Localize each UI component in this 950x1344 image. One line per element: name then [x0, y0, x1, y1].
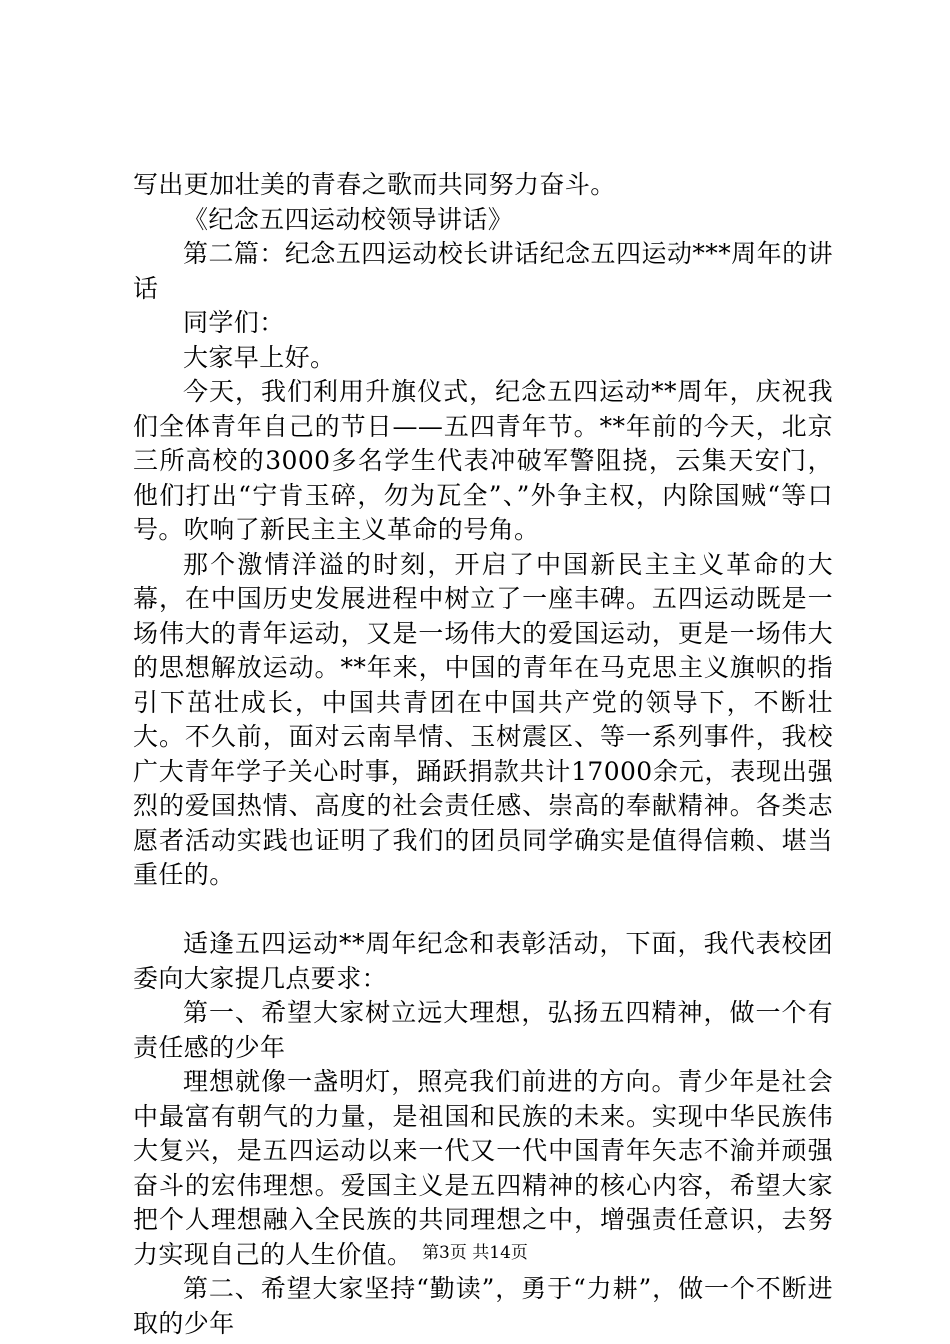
paragraph-today: 今天，我们利用升旗仪式，纪念五四运动**周年，庆祝我们全体青年自己的节日——五四青年节。**年前的今天，北京三所高校的3000多名学生代表冲破军警阻挠，云集天安门，他们打出“宁肯玉碎，勿为瓦全”、”外争主权，内除国贼“等口号。吹响了新民主主义革命的号角。 — [133, 377, 833, 544]
paragraph-ideals: 理想就像一盏明灯，照亮我们前进的方向。青少年是社会中最富有朝气的力量，是祖国和民族的未来。实现中华民族伟大复兴，是五四运动以来一代又一代中国青年矢志不渝并顽强奋斗的宏伟理想。爱国主义是五四精神的核心内容，希望大家把个人理想融入全民族的共同理想之中，增强责任意识，去努力实现自己的人生价值。 — [133, 1067, 833, 1269]
paragraph-greeting: 大家早上好。 — [183, 342, 336, 372]
page-footer: 第3页 共14页 — [422, 1243, 528, 1263]
paragraph-title-quote: 《纪念五四运动校领导讲话》 — [183, 204, 514, 234]
paragraph-point-one: 第一、希望大家树立远大理想，弘扬五四精神，做一个有责任感的少年 — [133, 998, 833, 1062]
paragraph-history: 那个激情洋溢的时刻，开启了中国新民主主义革命的大幕，在中国历史发展进程中树立了一座丰碑。五四运动既是一场伟大的青年运动，又是一场伟大的爱国运动，更是一场伟大的思想解放运动。**年来，中国的青年在马克思主义旗帜的指引下茁壮成长，中国共青团在中国共产党的领导下，不断壮大。不久前，面对云南旱情、玉树震区、等一系列事件，我校广大青年学子关心时事，踊跃捐款共计17000余元，表现出强烈的爱国热情、高度的社会责任感、崇高的奉献精神。各类志愿者活动实践也证明了我们的团员同学确实是值得信赖、堪当重任的。 — [133, 549, 833, 889]
paragraph-salutation: 同学们： — [183, 308, 285, 337]
paragraph-point-two: 第二、希望大家坚持“勤读”，勇于“力耕”，做一个不断进取的少年 — [133, 1274, 833, 1338]
paragraph-continuation: 写出更加壮美的青春之歌而共同努力奋斗。 — [133, 170, 616, 199]
body-text — [133, 168, 833, 1341]
paragraph-requirements-intro: 适逢五四运动**周年纪念和表彰活动，下面，我代表校团委向大家提几点要求： — [133, 929, 833, 993]
paragraph-section-heading: 第二篇：纪念五四运动校长讲话纪念五四运动***周年的讲话 — [133, 239, 833, 303]
